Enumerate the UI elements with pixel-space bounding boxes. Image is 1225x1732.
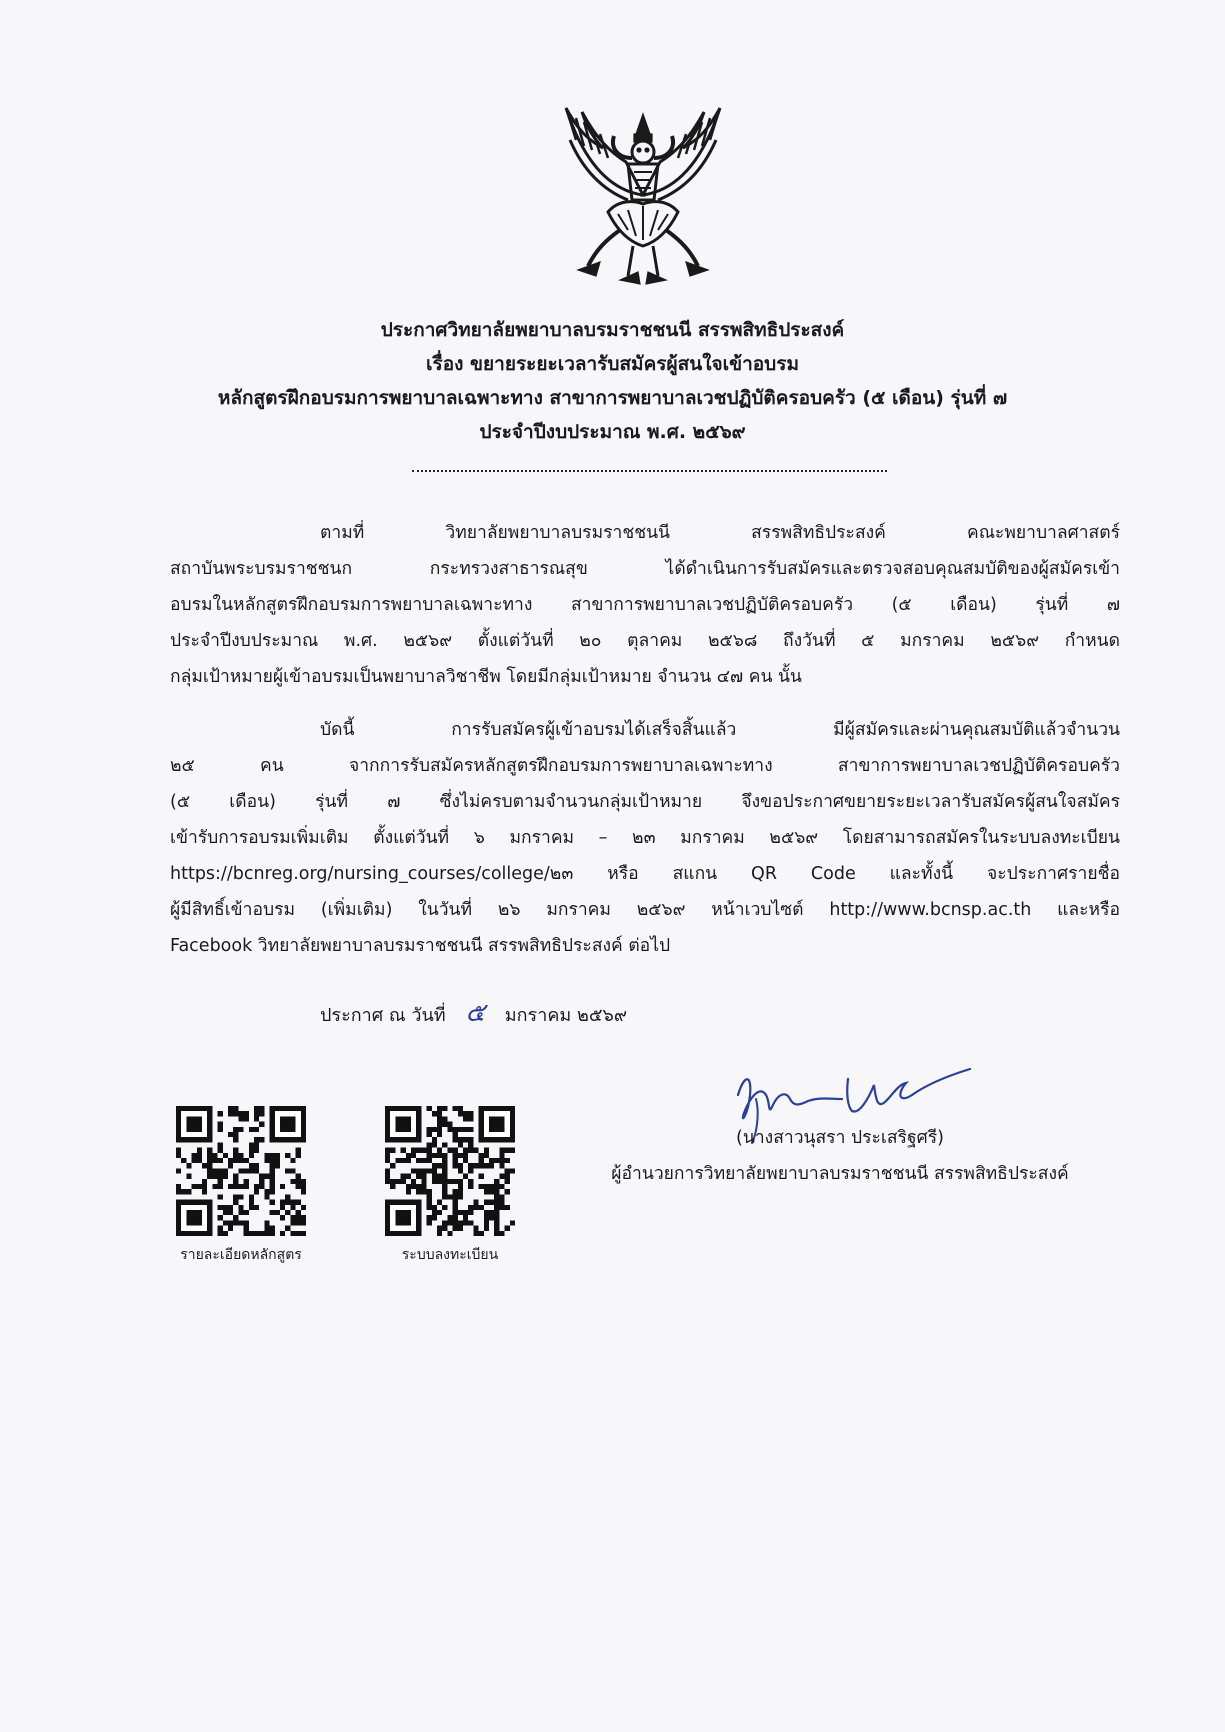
paragraph-2 bbox=[170, 712, 1120, 964]
heading-fiscal-year: ประจำปีงบประมาณ พ.ศ. ๒๕๖๙ bbox=[479, 421, 746, 443]
paragraph-2-line: ผู้มีสิทธิ์เข้าอบรม (เพิ่มเติม) ในวันที่ ๒๖ มกราคม ๒๕๖๙ หน้าเวบไซต์ http://www.bcnsp.ac.th และหรือ bbox=[170, 900, 1120, 920]
qr-code-course-details[interactable] bbox=[176, 1106, 306, 1236]
handwritten-day: ๕ bbox=[465, 998, 486, 1028]
announcement-date bbox=[320, 998, 627, 1031]
paragraph-1-line: สถาบันพระบรมราชชนก กระทรวงสาธารณสุข ได้ดำเนินการรับสมัครและตรวจสอบคุณสมบัติของผู้สมัครเข้า bbox=[170, 559, 1120, 579]
paragraph-1-line: กลุ่มเป้าหมายผู้เข้าอบรมเป็นพยาบาลวิชาชีพ โดยมีกลุ่มเป้าหมาย จำนวน ๔๗ คน นั้น bbox=[170, 667, 802, 687]
paragraph-2-line: บัดนี้ การรับสมัครผู้เข้าอบรมได้เสร็จสิ้นแล้ว มีผู้สมัครและผ่านคุณสมบัติแล้วจำนวน bbox=[320, 720, 1120, 740]
paragraph-1 bbox=[170, 515, 1120, 695]
paragraph-2-line: ๒๕ คน จากการรับสมัครหลักสูตรฝึกอบรมการพยาบาลเฉพาะทาง สาขาการพยาบาลเวชปฏิบัติครอบครัว bbox=[170, 756, 1120, 776]
paragraph-1-line: ตามที่ วิทยาลัยพยาบาลบรมราชชนนี สรรพสิทธิประสงค์ คณะพยาบาลศาสตร์ bbox=[320, 523, 1120, 543]
paragraph-2-line: (๕ เดือน) รุ่นที่ ๗ ซึ่งไม่ครบตามจำนวนกลุ่มเป้าหมาย จึงขอประกาศขยายระยะเวลารับสมัครผู้สนใจสมัคร bbox=[170, 792, 1120, 812]
garuda-emblem-icon bbox=[548, 100, 738, 290]
heading-subject: เรื่อง ขยายระยะเวลารับสมัครผู้สนใจเข้าอบรม bbox=[426, 353, 799, 375]
paragraph-2-line: https://bcnreg.org/nursing_courses/college/๒๓ หรือ สแกน QR Code และทั้งนี้ จะประกาศรายชื่อ bbox=[170, 864, 1120, 884]
heading-course: หลักสูตรฝึกอบรมการพยาบาลเฉพาะทาง สาขาการพยาบาลเวชปฏิบัติครอบครัว (๕ เดือน) รุ่นที่ ๗ bbox=[217, 387, 1008, 409]
heading-title: ประกาศวิทยาลัยพยาบาลบรมราชชนนี สรรพสิทธิประสงค์ bbox=[380, 319, 845, 341]
announce-month-year: มกราคม ๒๕๖๙ bbox=[504, 1005, 628, 1026]
paragraph-1-line: อบรมในหลักสูตรฝึกอบรมการพยาบาลเฉพาะทาง สาขาการพยาบาลเวชปฏิบัติครอบครัว (๕ เดือน) รุ่นที่ ๗ bbox=[170, 595, 1120, 615]
paragraph-2-line: เข้ารับการอบรมเพิ่มเติม ตั้งแต่วันที่ ๖ มกราคม – ๒๓ มกราคม ๒๕๖๙ โดยสามารถสมัครในระบบลงทะเบียน bbox=[170, 828, 1120, 848]
announce-prefix: ประกาศ ณ วันที่ bbox=[320, 1005, 446, 1026]
dotted-divider bbox=[412, 470, 887, 472]
qr-caption-course-details: รายละเอียดหลักสูตร bbox=[180, 1247, 302, 1263]
paragraph-1-line: ประจำปีงบประมาณ พ.ศ. ๒๕๖๙ ตั้งแต่วันที่ ๒๐ ตุลาคม ๒๕๖๘ ถึงวันที่ ๕ มกราคม ๒๕๖๙ กำหนด bbox=[170, 631, 1120, 651]
signer-name: (นางสาวนุสรา ประเสริฐศรี) bbox=[736, 1128, 944, 1148]
qr-code-registration[interactable] bbox=[385, 1106, 515, 1236]
signer-title: ผู้อำนวยการวิทยาลัยพยาบาลบรมราชชนนี สรรพสิทธิประสงค์ bbox=[611, 1164, 1069, 1184]
qr-caption-registration: ระบบลงทะเบียน bbox=[401, 1247, 499, 1263]
announcement-heading bbox=[150, 313, 1075, 449]
paragraph-2-line: Facebook วิทยาลัยพยาบาลบรมราชชนนี สรรพสิทธิประสงค์ ต่อไป bbox=[170, 936, 671, 956]
